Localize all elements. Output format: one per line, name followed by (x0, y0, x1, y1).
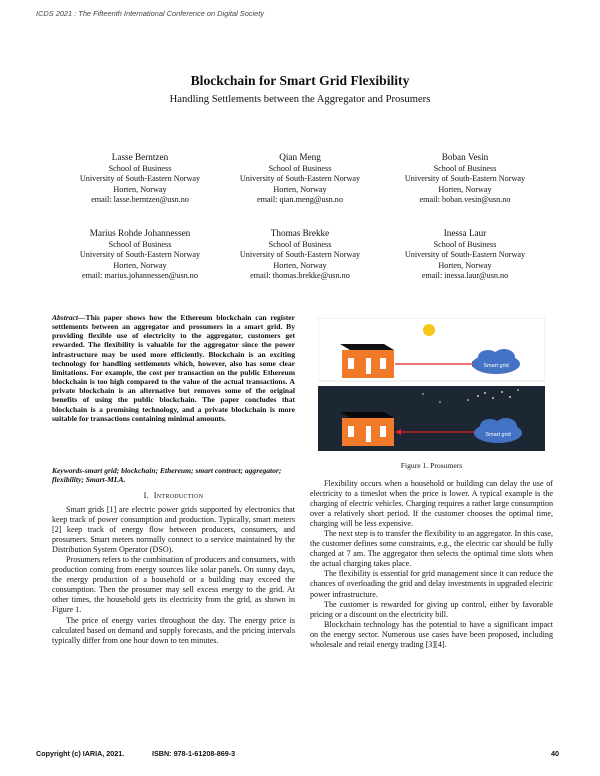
author-email: email: lasse.berntzen@usn.no (91, 195, 189, 205)
author-city: Horten, Norway (438, 260, 492, 270)
author-block (210, 227, 390, 282)
section-title: Introduction (153, 491, 204, 500)
footer-isbn: ISBN: 978-1-61208-869-3 (152, 749, 236, 758)
paragraph: The customer is rewarded for giving up control, either by favorable pricing or a discount on the electricity bill. (310, 599, 553, 619)
prosumers-figure (318, 318, 545, 451)
author-block (375, 151, 555, 206)
sun-icon (423, 324, 435, 336)
section-number: I. (143, 491, 149, 500)
door (366, 358, 371, 374)
abstract-label: Abstract (52, 313, 78, 322)
paper-subtitle: Handling Settlements between the Aggregator and Prosumers (169, 94, 431, 105)
author-block (50, 227, 230, 282)
keywords-text: smart grid; blockchain; Ethereum; smart contract; aggregator; flexibility; Smart-MLA. (52, 466, 282, 485)
cloud-label: Smart grid (483, 363, 509, 369)
author-name: Thomas Brekke (270, 228, 330, 238)
author-university: University of South-Eastern Norway (79, 250, 201, 260)
author-city: Horten, Norway (438, 184, 492, 194)
author-city: Horten, Norway (113, 260, 167, 270)
paragraph: Blockchain technology has the potential to have a significant impact on the energy sector. Numerous use cases have been proposed, including wholesale and retail energy trading [3][4]. (310, 619, 553, 649)
author-email: email: qian.meng@usn.no (257, 195, 343, 205)
paragraph: The flexibility is essential for grid management since it can reduce the chances of overloading the grid and delay investments in upgraded electric power infrastructure. (310, 569, 553, 599)
author-affiliation: School of Business (433, 240, 497, 249)
author-university: University of South-Eastern Norway (404, 250, 526, 260)
author-email: email: boban.vesin@usn.no (419, 195, 511, 205)
paragraph: Prosumers refers to the combination of producers and consumers, with production coming from energy sources like solar panels. On sunny days, the energy production of a household or a building may exceed the consumption. Then the prosumer may sell excess energy to the grid. At other times, the household gets its electricity from the grid, as shown in Figure 1. (52, 555, 295, 615)
window (380, 426, 386, 437)
paper-title: Blockchain for Smart Grid Flexibility (190, 73, 410, 88)
author-university: University of South-Eastern Norway (79, 174, 201, 184)
author-affiliation: School of Business (108, 164, 172, 173)
abstract-text: This paper shows how the Ethereum blockchain can register settlements between an aggregator and prosumers in a smart grid. By providing flexible use of electricity to the aggregator, customers get rewarded. The flexibility is valuable for the aggregator since the power infrastructure may be used more efficiently. Blockchain is an exciting technology for handling settlements which, however, also has some clear limitations. For example, the cost per transaction on the public Ethereum blockchain is too high compared to the value of the actual transactions. A private blockchain is an alternative but removes some of the original benefits of using the public blockchain. The paper concludes that blockchain is a promising technology, and a private blockchain is more suitable for transactions containing minimal amounts. (52, 313, 295, 423)
paragraph: Flexibility occurs when a household or building can delay the use of electricity to a timeslot when the price is lower. A typical example is the charging of electric vehicles. Charging requires a rather large consumption over a relatively short period. If the customer chooses the optimal time, charging will be less expensive. (310, 479, 553, 529)
author-name: Qian Meng (279, 152, 321, 162)
window (348, 426, 354, 437)
author-block (50, 151, 230, 206)
author-email: email: marius.johannessen@usn.no (81, 271, 198, 281)
running-header: ICDS 2021 : The Fifteenth International Conference on Digital Society (36, 9, 265, 18)
author-email: email: inessa.laur@usn.no (421, 271, 509, 281)
keywords-label: Keywords- (52, 466, 85, 475)
author-name: Inessa Laur (443, 228, 487, 238)
window (380, 358, 386, 369)
section-heading (52, 491, 295, 500)
abstract: Abstract—This paper shows how the Ethereum blockchain can register settlements between an aggregator and prosumers in a smart grid. By providing flexible use of electricity to the aggregator, customers get rewarded. The flexibility is valuable for the aggregator since the power infrastructure may be used more efficiently. Blockchain is an exciting technology for handling settlements which, however, also has some clear limitations. For example, the cost per transaction on the public Ethereum blockchain is too high compared to the value of the actual transactions. A private blockchain is an alternative but removes some of the original benefits of using the public blockchain. The paper concludes that blockchain is a promising technology, and a private blockchain is more suitable for transactions containing minimal amounts. (52, 313, 295, 423)
author-name: Marius Rohde Johannessen (89, 228, 191, 238)
author-affiliation: School of Business (268, 240, 332, 249)
author-university: University of South-Eastern Norway (239, 174, 361, 184)
author-email: email: thomas.brekke@usn.no (250, 271, 350, 281)
author-affiliation: School of Business (108, 240, 172, 249)
author-block (375, 227, 555, 282)
cloud-label: Smart grid (485, 432, 511, 438)
page-number: 40 (551, 749, 559, 758)
author-city: Horten, Norway (273, 260, 327, 270)
paragraph: The next step is to transfer the flexibility to an aggregator. In this case, the customer defines some constraints, e.g., the electric car should be fully charged at 7 am. The aggregator then selects the optimal time slots when the actual charging takes place. (310, 529, 553, 569)
author-city: Horten, Norway (113, 184, 167, 194)
author-affiliation: School of Business (268, 164, 332, 173)
author-block (210, 151, 390, 206)
left-column-body (52, 505, 295, 646)
footer-copyright: Copyright (c) IARIA, 2021. (36, 749, 125, 758)
figure-caption: Figure 1. Prosumers (400, 461, 463, 470)
author-affiliation: School of Business (433, 164, 497, 173)
right-column-body (310, 479, 553, 650)
author-name: Lasse Berntzen (111, 152, 169, 162)
window (348, 358, 354, 369)
author-university: University of South-Eastern Norway (404, 174, 526, 184)
paragraph: Smart grids [1] are electric power grids supported by electronics that keep track of power consumption and production. Typically, smart meters [2] keep track of energy flow between producers, consumers, and prosumers. Smart meters normally connect to a service maintained by the Distribution System Operator (DSO). (52, 505, 295, 555)
author-city: Horten, Norway (273, 184, 327, 194)
door (366, 426, 371, 442)
author-name: Boban Vesin (441, 152, 489, 162)
author-university: University of South-Eastern Norway (239, 250, 361, 260)
paragraph: The price of energy varies throughout the day. The energy price is calculated based on demand and supply forecasts, and the pricing intervals typically differ from one hour down to ten minutes. (52, 615, 295, 645)
keywords (52, 466, 295, 484)
